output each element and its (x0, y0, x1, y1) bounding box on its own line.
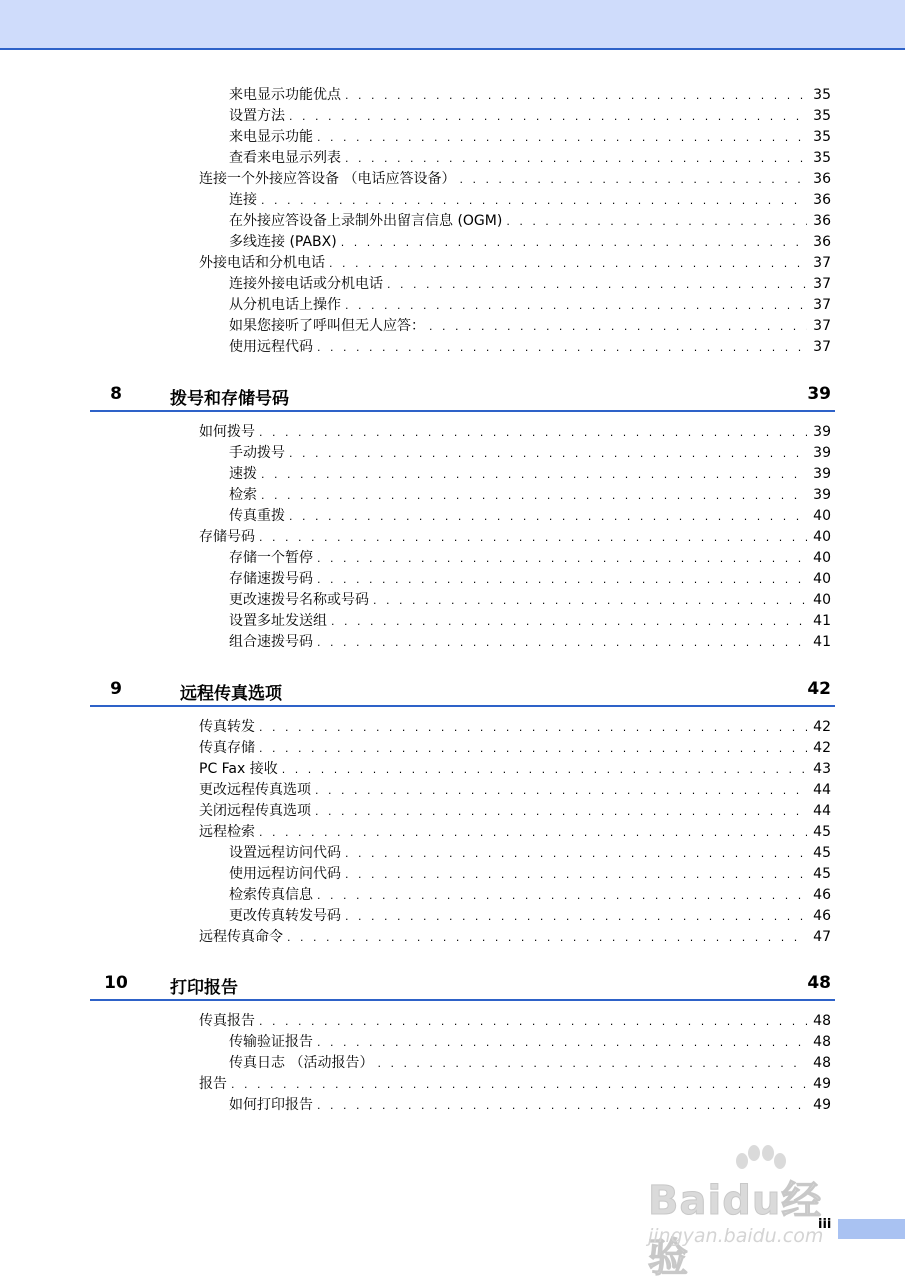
toc-entry-title: 手动拨号 (229, 445, 285, 461)
dot-leader (317, 128, 807, 148)
dot-leader (317, 549, 807, 569)
toc-entry-title: 远程传真命令 (199, 929, 283, 945)
toc-entry[interactable] (229, 632, 831, 652)
toc-entry[interactable] (229, 274, 831, 294)
chapter-number: 8 (110, 384, 122, 404)
dot-leader (259, 1012, 807, 1032)
toc-entry-title: 使用远程代码 (229, 339, 313, 355)
toc-entry[interactable] (229, 337, 831, 357)
toc-entry-title: 设置远程访问代码 (229, 845, 341, 861)
dot-leader (317, 633, 807, 653)
watermark-logo-text: Baidu经验 (648, 1178, 823, 1281)
toc-entry[interactable] (229, 590, 831, 610)
dot-leader (459, 170, 807, 190)
chapter-heading[interactable] (90, 380, 835, 412)
chapter-number: 10 (104, 973, 128, 993)
toc-entry-page: 37 (813, 297, 831, 313)
dot-leader (315, 781, 807, 801)
toc-entry-page: 36 (813, 171, 831, 187)
toc-entry[interactable] (199, 717, 831, 737)
chapter-heading[interactable] (90, 969, 835, 1001)
toc-entry[interactable] (229, 548, 831, 568)
toc-entry-title: 连接 (229, 192, 257, 208)
toc-entry[interactable] (199, 759, 831, 779)
toc-entry[interactable] (229, 1053, 831, 1073)
toc-entry[interactable] (199, 253, 831, 273)
dot-leader (259, 423, 807, 443)
dot-leader (261, 191, 807, 211)
toc-entry-page: 36 (813, 234, 831, 250)
toc-entry[interactable] (199, 801, 831, 821)
toc-entry-title: 设置方法 (229, 108, 285, 124)
toc-entry-page: 39 (813, 466, 831, 482)
toc-entry-title: 外接电话和分机电话 (199, 255, 325, 271)
chapter-title: 远程传真选项 (180, 684, 282, 704)
toc-entry[interactable] (229, 127, 831, 147)
toc-entry[interactable] (229, 1095, 831, 1115)
toc-entry-title: 传真日志 （活动报告） (229, 1055, 374, 1071)
baidu-watermark (640, 1145, 855, 1281)
toc-entry-title: 如何打印报告 (229, 1097, 313, 1113)
toc-entry-page: 35 (813, 87, 831, 103)
toc-entry[interactable] (199, 1074, 831, 1094)
toc-entry[interactable] (229, 232, 831, 252)
toc-entry-title: 多线连接 (PABX) (229, 234, 337, 250)
toc-entry-title: 报告 (199, 1076, 227, 1092)
toc-entry-page: 43 (813, 761, 831, 777)
toc-entry-page: 48 (813, 1013, 831, 1029)
toc-entry-title: 远程检索 (199, 824, 255, 840)
toc-entry[interactable] (229, 190, 831, 210)
toc-entry-page: 47 (813, 929, 831, 945)
toc-entry-title: 查看来电显示列表 (229, 150, 341, 166)
toc-entry[interactable] (199, 527, 831, 547)
toc-entry-page: 35 (813, 108, 831, 124)
chapter-heading[interactable] (90, 675, 835, 707)
dot-leader (259, 739, 807, 759)
toc-entry-page: 35 (813, 129, 831, 145)
toc-entry-title: 传真重拨 (229, 508, 285, 524)
toc-entry-title: 存储速拨号码 (229, 571, 313, 587)
dot-leader (282, 760, 807, 780)
toc-entry-title: 检索 (229, 487, 257, 503)
toc-entry-page: 39 (813, 487, 831, 503)
toc-entry-title: 来电显示功能优点 (229, 87, 341, 103)
toc-entry-page: 36 (813, 213, 831, 229)
toc-entry[interactable] (229, 443, 831, 463)
page-number: iii (818, 1217, 832, 1232)
toc-entry-page: 45 (813, 845, 831, 861)
toc-entry[interactable] (229, 611, 831, 631)
toc-entry-page: 48 (813, 1034, 831, 1050)
toc-entry-page: 48 (813, 1055, 831, 1071)
toc-entry-page: 40 (813, 529, 831, 545)
dot-leader (289, 107, 807, 127)
dot-leader (259, 823, 807, 843)
dot-leader (331, 612, 807, 632)
toc-entry-title: 更改传真转发号码 (229, 908, 341, 924)
toc-entry-page: 40 (813, 550, 831, 566)
footer-accent-bar (838, 1219, 905, 1239)
toc-entry-page: 44 (813, 803, 831, 819)
dot-leader (345, 907, 807, 927)
toc-entry-title: 从分机电话上操作 (229, 297, 341, 313)
toc-entry-title: 如何拨号 (199, 424, 255, 440)
toc-entry-title: 传真转发 (199, 719, 255, 735)
toc-entry-page: 40 (813, 508, 831, 524)
toc-entry[interactable] (199, 1011, 831, 1031)
dot-leader (506, 212, 807, 232)
toc-entry-title: 连接一个外接应答设备 （电话应答设备） (199, 171, 456, 187)
toc-entry-page: 49 (813, 1076, 831, 1092)
toc-entry-page: 45 (813, 824, 831, 840)
toc-entry[interactable] (229, 316, 831, 336)
dot-leader (289, 507, 807, 527)
toc-entry[interactable] (229, 885, 831, 905)
toc-entry[interactable] (229, 211, 831, 231)
toc-entry[interactable] (229, 106, 831, 126)
toc-entry[interactable] (229, 1032, 831, 1052)
toc-entry[interactable] (199, 738, 831, 758)
dot-leader (231, 1075, 807, 1095)
toc-entry[interactable] (199, 780, 831, 800)
toc-entry-page: 42 (813, 740, 831, 756)
toc-entry-title: PC Fax 接收 (199, 761, 278, 777)
watermark-url: jingyan.baidu.com (648, 1225, 824, 1247)
chapter-page: 39 (807, 384, 831, 404)
toc-entry-page: 37 (813, 276, 831, 292)
dot-leader (345, 86, 807, 106)
toc-entry[interactable] (229, 843, 831, 863)
dot-leader (317, 338, 807, 358)
header-band (0, 0, 905, 50)
dot-leader (345, 865, 807, 885)
toc-entry-page: 35 (813, 150, 831, 166)
dot-leader (259, 718, 807, 738)
toc-entry-page: 44 (813, 782, 831, 798)
toc-entry[interactable] (229, 464, 831, 484)
toc-entry-title: 在外接应答设备上录制外出留言信息 (OGM) (229, 213, 503, 229)
toc-entry-title: 传真报告 (199, 1013, 255, 1029)
dot-leader (387, 275, 807, 295)
toc-entry-page: 42 (813, 719, 831, 735)
dot-leader (341, 233, 807, 253)
toc-entry-title: 来电显示功能 (229, 129, 313, 145)
toc-entry-title: 组合速拨号码 (229, 634, 313, 650)
toc-entry-page: 41 (813, 613, 831, 629)
chapter-title: 拨号和存储号码 (170, 389, 289, 409)
toc-entry-page: 37 (813, 255, 831, 271)
toc-entry[interactable] (229, 148, 831, 168)
toc-entry-title: 关闭远程传真选项 (199, 803, 311, 819)
dot-leader (315, 802, 807, 822)
toc-entry[interactable] (229, 295, 831, 315)
dot-leader (373, 591, 807, 611)
toc-entry[interactable] (229, 569, 831, 589)
toc-entry-page: 49 (813, 1097, 831, 1113)
dot-leader (261, 486, 807, 506)
toc-entry[interactable] (229, 485, 831, 505)
toc-entry-page: 37 (813, 318, 831, 334)
dot-leader (345, 844, 807, 864)
dot-leader (317, 1033, 807, 1053)
toc-entry-title: 更改远程传真选项 (199, 782, 311, 798)
chapter-title: 打印报告 (170, 978, 238, 998)
toc-entry-page: 45 (813, 866, 831, 882)
chapter-page: 48 (807, 973, 831, 993)
toc-entry-title: 使用远程访问代码 (229, 866, 341, 882)
dot-leader (317, 1096, 807, 1116)
dot-leader (259, 528, 807, 548)
toc-entry-title: 传真存储 (199, 740, 255, 756)
toc-entry-title: 更改速拨号名称或号码 (229, 592, 369, 608)
toc-entry[interactable] (229, 506, 831, 526)
dot-leader (345, 296, 807, 316)
toc-entry-page: 41 (813, 634, 831, 650)
toc-entry[interactable] (199, 927, 831, 947)
dot-leader (289, 444, 807, 464)
dot-leader (287, 928, 807, 948)
toc-entry-page: 37 (813, 339, 831, 355)
toc-entry-title: 传输验证报告 (229, 1034, 313, 1050)
toc-entry-page: 46 (813, 908, 831, 924)
chapter-number: 9 (110, 679, 122, 699)
dot-leader (377, 1054, 807, 1074)
toc-entry[interactable] (229, 85, 831, 105)
toc-entry[interactable] (199, 169, 831, 189)
dot-leader (429, 317, 807, 337)
toc-entry-title: 速拨 (229, 466, 257, 482)
toc-entry-page: 40 (813, 592, 831, 608)
toc-entry[interactable] (199, 822, 831, 842)
dot-leader (261, 465, 807, 485)
dot-leader (317, 886, 807, 906)
toc-entry-page: 40 (813, 571, 831, 587)
toc-entry-title: 连接外接电话或分机电话 (229, 276, 383, 292)
toc-entry-title: 检索传真信息 (229, 887, 313, 903)
dot-leader (345, 149, 807, 169)
dot-leader (317, 570, 807, 590)
toc-entry[interactable] (229, 864, 831, 884)
toc-entry-title: 存储号码 (199, 529, 255, 545)
toc-entry[interactable] (199, 422, 831, 442)
toc-entry[interactable] (229, 906, 831, 926)
dot-leader (329, 254, 807, 274)
toc-entry-page: 46 (813, 887, 831, 903)
toc-entry-title: 如果您接听了呼叫但无人应答： (229, 318, 425, 334)
toc-entry-page: 39 (813, 424, 831, 440)
toc-entry-title: 设置多址发送组 (229, 613, 327, 629)
toc-entry-page: 36 (813, 192, 831, 208)
chapter-page: 42 (807, 679, 831, 699)
toc-entry-title: 存储一个暂停 (229, 550, 313, 566)
toc-entry-page: 39 (813, 445, 831, 461)
